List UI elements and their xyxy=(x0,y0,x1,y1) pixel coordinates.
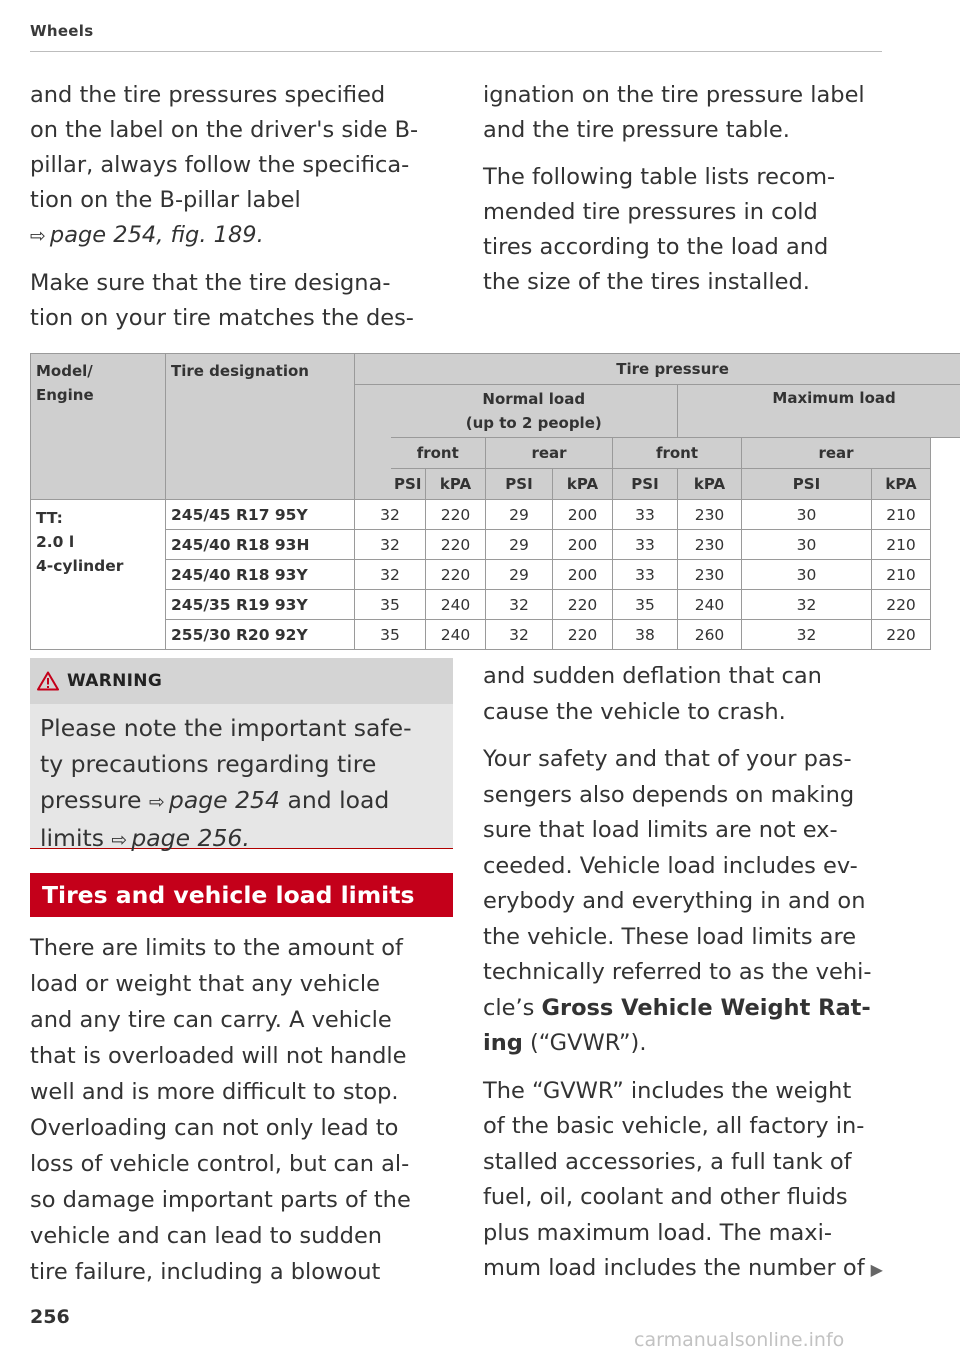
table-cell: 32 xyxy=(355,500,426,530)
table-cell: 210 xyxy=(872,560,931,590)
header-psi: PSI xyxy=(486,469,553,500)
table-cell: 30 xyxy=(742,560,872,590)
table-cell: 33 xyxy=(613,530,678,560)
header-max-front: front xyxy=(613,438,742,469)
header-tire-pressure: Tire pressure xyxy=(355,354,960,385)
tire-designation-cell: 245/40 R18 93H xyxy=(166,530,355,560)
warning-text: Please note the important safe- ty precautions regarding tire pressure ⇨ page 254 and load limits ⇨ page 256. xyxy=(40,714,412,852)
page-reference-link[interactable]: page 254, fig. 189. xyxy=(49,222,264,248)
table-row xyxy=(31,590,960,620)
text-column-1 xyxy=(30,78,450,348)
header-kpa: kPA xyxy=(553,469,613,500)
text-column-2 xyxy=(483,78,883,312)
table-cell: 230 xyxy=(678,530,742,560)
table-row xyxy=(31,560,960,590)
table-cell: 240 xyxy=(678,590,742,620)
table-cell: 32 xyxy=(486,590,553,620)
header-divider xyxy=(30,51,882,52)
header-psi: PSI xyxy=(613,469,678,500)
paragraph: The “GVWR” includes the weight of the basic vehicle, all factory in- stalled accessories, a full tank of fuel, oil, coolant and other fluids plus maximum load. The maxi- mum load includes the number of ▶ xyxy=(483,1074,883,1288)
page-reference-link[interactable]: page 254 xyxy=(168,786,280,814)
header-normal-rear: rear xyxy=(486,438,613,469)
table-cell: 38 xyxy=(613,620,678,650)
table-row xyxy=(31,500,960,530)
paragraph: and the tire pressures specified on the label on the driver's side B- pillar, always follow the specifica- tion on the B-pillar label ⇨ page 254, fig. 189. xyxy=(30,82,419,248)
paragraph: Your safety and that of your pas- sengers also depends on making sure that load limits are not ex- ceeded. Vehicle load includes ev- erybody and everything in and on the vehicle. These load limits are technically referred to as the vehi- cle’s Gross Vehicle Weight Rat- ing (“GVWR”). xyxy=(483,746,872,1056)
table-cell: 200 xyxy=(553,500,613,530)
table-cell: 32 xyxy=(486,620,553,650)
table-cell: 32 xyxy=(355,530,426,560)
table-cell: 35 xyxy=(355,620,426,650)
table-cell: 220 xyxy=(553,590,613,620)
page-number: 256 xyxy=(30,1306,70,1328)
table-cell: 30 xyxy=(742,500,872,530)
header-kpa: kPA xyxy=(872,469,931,500)
table-cell: 220 xyxy=(426,530,486,560)
paragraph: Make sure that the tire designa- tion on your tire matches the des- xyxy=(30,270,414,331)
table-cell: 29 xyxy=(486,500,553,530)
table-cell: 200 xyxy=(553,530,613,560)
tire-designation-cell: 245/45 R17 95Y xyxy=(166,500,355,530)
warning-triangle-icon xyxy=(37,671,59,691)
page-ref-arrow-icon: ⇨ xyxy=(111,829,128,851)
tire-designation-cell: 245/35 R19 93Y xyxy=(166,590,355,620)
table-cell: 210 xyxy=(872,530,931,560)
continued-arrow-icon: ▶ xyxy=(870,1260,883,1279)
watermark-text: carmanualsonline.info xyxy=(634,1329,845,1351)
table-cell: 30 xyxy=(742,530,872,560)
header-kpa: kPA xyxy=(426,469,486,500)
paragraph: The following table lists recom- mended tire pressures in cold tires according to the load and the size of the tires installed. xyxy=(483,164,836,295)
table-cell: 29 xyxy=(486,560,553,590)
table-cell: 230 xyxy=(678,500,742,530)
warning-box xyxy=(30,658,453,852)
table-cell: 260 xyxy=(678,620,742,650)
header-psi: PSI xyxy=(391,469,426,500)
table-cell: 240 xyxy=(426,590,486,620)
running-header: Wheels xyxy=(30,22,94,40)
page-ref-arrow-icon: ⇨ xyxy=(149,791,165,813)
header-normal-load: Normal load (up to 2 people) xyxy=(391,385,678,438)
table-cell: 29 xyxy=(486,530,553,560)
table-cell: 220 xyxy=(426,500,486,530)
header-tire-designation: Tire designation xyxy=(166,354,355,500)
header-model-engine: Model/ Engine xyxy=(31,354,166,500)
page-ref-arrow-icon: ⇨ xyxy=(30,225,46,247)
table-cell: 200 xyxy=(553,560,613,590)
model-engine-cell: TT: 2.0 l 4-cylinder xyxy=(31,500,166,650)
table-cell: 32 xyxy=(355,560,426,590)
text-column-3 xyxy=(30,930,450,1302)
header-normal-front: front xyxy=(391,438,486,469)
table-cell: 33 xyxy=(613,500,678,530)
table-cell: 35 xyxy=(355,590,426,620)
table-cell: 220 xyxy=(553,620,613,650)
table-cell: 240 xyxy=(426,620,486,650)
gvwr-term: Gross Vehicle Weight Rat- xyxy=(541,994,871,1021)
table-cell: 220 xyxy=(872,590,931,620)
warning-title: WARNING xyxy=(30,658,453,704)
tire-designation-cell: 245/40 R18 93Y xyxy=(166,560,355,590)
table-cell: 230 xyxy=(678,560,742,590)
header-kpa: kPA xyxy=(678,469,742,500)
header-max-rear: rear xyxy=(742,438,931,469)
text-column-4 xyxy=(483,659,883,1300)
header-maximum-load: Maximum load xyxy=(678,385,960,438)
table-cell: 32 xyxy=(742,620,872,650)
page-reference-link[interactable]: page 256. xyxy=(131,824,250,852)
paragraph: There are limits to the amount of load or weight that any vehicle and any tire can carry. A vehicle that is overloaded will not handle well and is more difficult to stop. Overloading can not only lead to loss of vehicle control, but can al- so damage important parts of the vehicle and can lead to sudden tire failure, including a blowout xyxy=(30,935,411,1285)
table-cell: 32 xyxy=(742,590,872,620)
table-cell: 220 xyxy=(872,620,931,650)
tire-designation-cell: 255/30 R20 92Y xyxy=(166,620,355,650)
header-psi: PSI xyxy=(742,469,872,500)
table-cell: 210 xyxy=(872,500,931,530)
section-heading: Tires and vehicle load limits xyxy=(30,873,453,917)
table-row xyxy=(31,620,960,650)
table-cell: 33 xyxy=(613,560,678,590)
paragraph: and sudden deflation that can cause the vehicle to crash. xyxy=(483,663,822,725)
table-row xyxy=(31,530,960,560)
paragraph: ignation on the tire pressure label and the tire pressure table. xyxy=(483,82,865,143)
table-cell: 35 xyxy=(613,590,678,620)
table-cell: 220 xyxy=(426,560,486,590)
tire-pressure-table xyxy=(30,353,960,650)
